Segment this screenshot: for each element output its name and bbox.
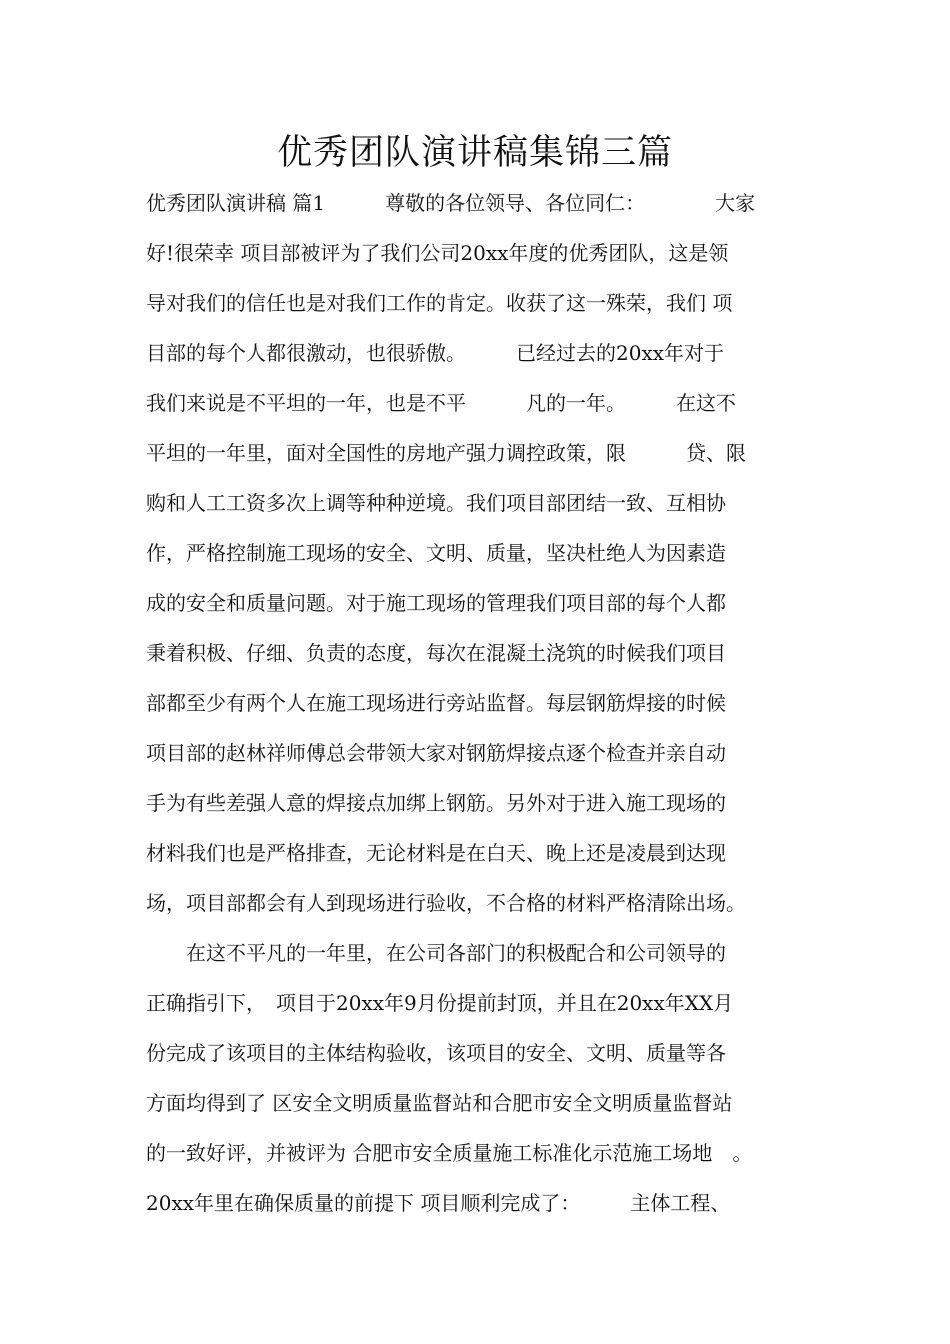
text-line: 20xx年里在确保质量的前提下 项目顺利完成了： 主体工程、 (146, 1191, 731, 1215)
text-line: 秉着积极、仔细、负责的态度，每次在混凝土浇筑的时候我们项目 (146, 641, 726, 665)
text-line: 的一致好评，并被评为 合肥市安全质量施工标准化示范施工场地 。 (146, 1141, 753, 1165)
text-line: 部都至少有两个人在施工现场进行旁站监督。每层钢筋焊接的时候 (146, 691, 726, 715)
text-line: 我们来说是不平坦的一年，也是不平 凡的一年。 在这不 (146, 391, 736, 415)
text-line: 目部的每个人都很激动，也很骄傲。 已经过去的20xx年对于 (146, 341, 725, 365)
text-line: 项目部的赵林祥师傅总会带领大家对钢筋焊接点逐个检查并亲自动 (146, 741, 726, 765)
text-line: 方面均得到了 区安全文明质量监督站和合肥市安全文明质量监督站 (146, 1091, 733, 1115)
text-line: 导对我们的信任也是对我们工作的肯定。收获了这一殊荣，我们 项 (146, 291, 733, 315)
text-line: 场，项目部都会有人到现场进行验收，不合格的材料严格清除出场。 (146, 891, 746, 915)
document-title: 优秀团队演讲稿集锦三篇 (276, 133, 673, 173)
text-line: 材料我们也是严格排查，无论材料是在白天、晚上还是凌晨到达现 (146, 841, 726, 865)
text-line: 手为有些差强人意的焊接点加绑上钢筋。另外对于进入施工现场的 (146, 791, 726, 815)
text-line: 优秀团队演讲稿 篇1 尊敬的各位领导、各位同仁： 大家 (146, 191, 756, 215)
text-line: 好!很荣幸 项目部被评为了我们公司20xx年度的优秀团队，这是领 (146, 241, 729, 265)
text-line: 作，严格控制施工现场的安全、文明、质量，坚决杜绝人为因素造 (146, 541, 726, 565)
text-line: 购和人工工资多次上调等种种逆境。我们项目部团结一致、互相协 (146, 491, 726, 515)
text-line: 在这不平凡的一年里，在公司各部门的积极配合和公司领导的 (146, 941, 726, 965)
text-line: 成的安全和质量问题。对于施工现场的管理我们项目部的每个人都 (146, 591, 726, 615)
text-line: 平坦的一年里，面对全国性的房地产强力调控政策，限 贷、限 (146, 441, 746, 465)
document-body (146, 178, 826, 1228)
text-line: 正确指引下， 项目于20xx年9月份提前封顶，并且在20xx年XX月 (146, 991, 734, 1015)
text-line: 份完成了该项目的主体结构验收，该项目的安全、文明、质量等各 (146, 1041, 726, 1065)
